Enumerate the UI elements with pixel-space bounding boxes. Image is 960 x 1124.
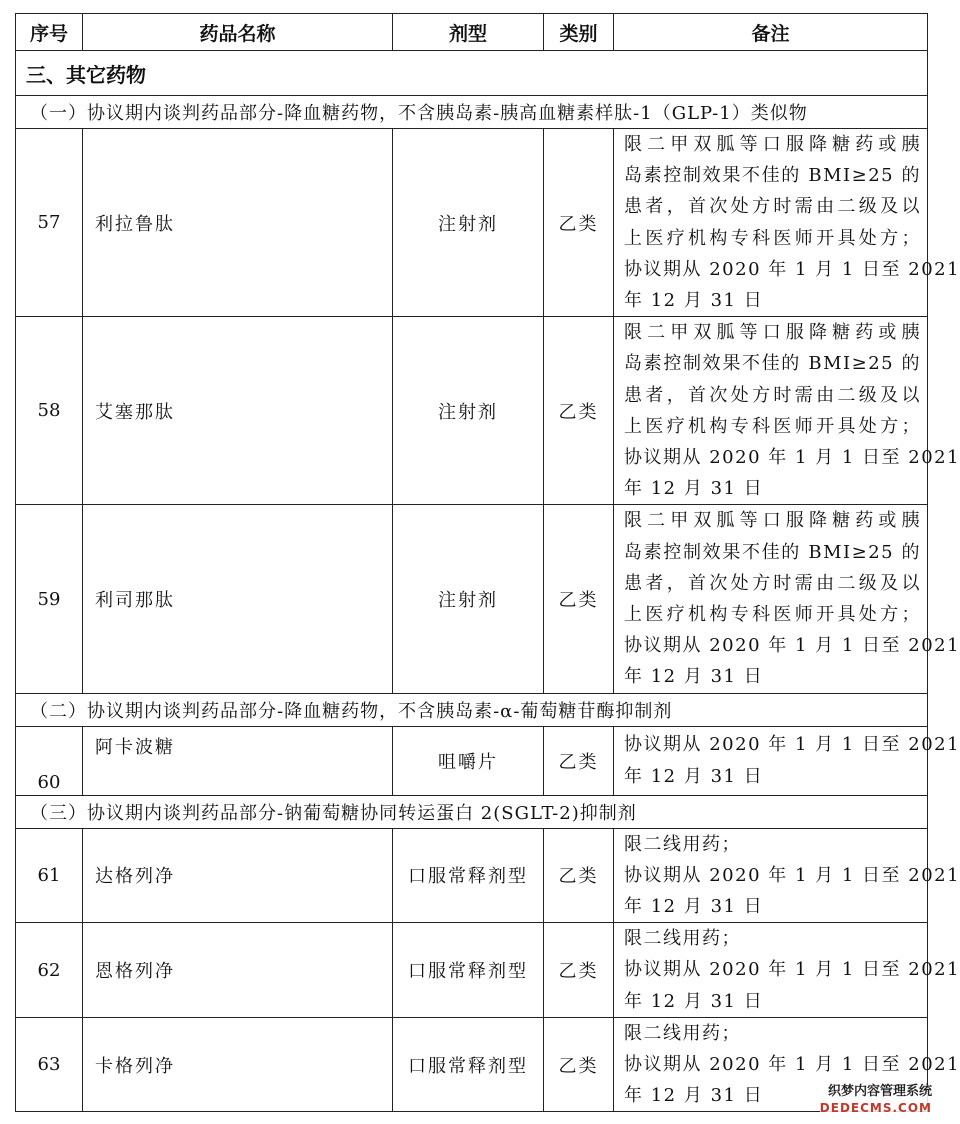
note-line: 岛素控制效果不佳的 BMI≥25 的 [624, 165, 921, 187]
note-line: 年 12 月 31 日 [624, 1085, 764, 1107]
row-dosage-form: 咀嚼片 [393, 726, 544, 795]
note-line: 限二甲双胍等口服降糖药或胰 [624, 134, 921, 155]
note-line: 限二线用药； [624, 928, 741, 950]
row-dosage-form: 注射剂 [393, 505, 544, 693]
group-heading-row [16, 693, 928, 726]
note-line: 年 12 月 31 日 [624, 478, 764, 500]
group-heading-row [16, 795, 928, 828]
row-no: 58 [16, 317, 83, 505]
note-line: 上医疗机构专科医师开具处方； [624, 415, 921, 437]
row-note [614, 828, 960, 923]
note-line: 年 12 月 31 日 [624, 896, 764, 918]
header-no: 序号 [16, 14, 83, 51]
group-heading: （二）协议期内谈判药品部分-降血糖药物，不含胰岛素-α-葡萄糖苷酶抑制剂 [16, 693, 928, 726]
row-note [614, 129, 960, 317]
group-heading: （一）协议期内谈判药品部分-降血糖药物，不含胰岛素-胰高血糖素样肽-1（GLP-1）类似物 [16, 96, 928, 129]
row-drug-name: 达格列净 [83, 828, 393, 923]
note-line: 上医疗机构专科医师开具处方； [624, 604, 921, 626]
row-no: 59 [16, 505, 83, 693]
note-line: 患者，首次处方时需由二级及以 [624, 196, 921, 218]
row-no: 57 [16, 129, 83, 317]
note-line: 限二甲双胍等口服降糖药或胰 [624, 510, 921, 532]
header-dosage-form: 剂型 [393, 14, 544, 51]
row-dosage-form: 口服常释剂型 [393, 828, 544, 923]
row-no: 63 [16, 1017, 83, 1112]
note-line: 协议期从 2020 年 1 月 1 日至 2021 [624, 635, 960, 657]
note-line: 年 12 月 31 日 [624, 990, 764, 1012]
note-line: 上医疗机构专科医师开具处方； [624, 227, 921, 249]
note-line: 年 12 月 31 日 [624, 765, 764, 787]
note-line: 限二线用药； [624, 833, 741, 855]
row-category: 乙类 [544, 1017, 614, 1112]
row-dosage-form: 注射剂 [393, 317, 544, 505]
table-row [16, 726, 928, 795]
header-category: 类别 [544, 14, 614, 51]
row-category: 乙类 [544, 828, 614, 923]
row-category: 乙类 [544, 505, 614, 693]
row-note [614, 505, 960, 693]
table-row [16, 317, 928, 505]
row-category: 乙类 [544, 923, 614, 1018]
row-category: 乙类 [544, 129, 614, 317]
note-line: 年 12 月 31 日 [624, 666, 764, 688]
row-drug-name: 阿卡波糖 [83, 726, 393, 795]
note-line: 年 12 月 31 日 [624, 290, 764, 312]
row-note [614, 726, 960, 795]
note-line: 协议期从 2020 年 1 月 1 日至 2021 [624, 258, 960, 280]
watermark-en-text: DEDECMS.COM [819, 1101, 932, 1115]
table-row [16, 923, 928, 1018]
group-heading: （三）协议期内谈判药品部分-钠葡萄糖协同转运蛋白 2(SGLT-2)抑制剂 [16, 795, 928, 828]
section-heading-row [16, 51, 928, 96]
note-line: 岛素控制效果不佳的 BMI≥25 的 [624, 541, 921, 563]
note-line: 岛素控制效果不佳的 BMI≥25 的 [624, 353, 921, 375]
row-no: 62 [16, 923, 83, 1018]
site-watermark [820, 1084, 932, 1116]
note-line: 协议期从 2020 年 1 月 1 日至 2021 [624, 959, 960, 981]
row-no: 60 [16, 726, 83, 795]
drug-list-table [15, 13, 960, 1112]
note-line: 协议期从 2020 年 1 月 1 日至 2021 [624, 447, 960, 469]
row-dosage-form: 口服常释剂型 [393, 1017, 544, 1112]
row-drug-name: 恩格列净 [83, 923, 393, 1018]
note-line: 协议期从 2020 年 1 月 1 日至 2021 [624, 1054, 960, 1076]
note-line: 限二线用药； [624, 1022, 741, 1044]
row-dosage-form: 口服常释剂型 [393, 923, 544, 1018]
table-row [16, 1017, 928, 1112]
note-line: 协议期从 2020 年 1 月 1 日至 2021 [624, 734, 960, 756]
row-drug-name: 利司那肽 [83, 505, 393, 693]
header-note: 备注 [614, 14, 928, 51]
row-drug-name: 利拉鲁肽 [83, 129, 393, 317]
table-row [16, 828, 928, 923]
section-heading: 三、其它药物 [16, 51, 928, 96]
note-line: 限二甲双胍等口服降糖药或胰 [624, 322, 921, 344]
group-heading-row [16, 96, 928, 129]
table-header-row [16, 14, 928, 51]
row-note [614, 923, 960, 1018]
row-category: 乙类 [544, 317, 614, 505]
table-row [16, 129, 928, 317]
note-line: 协议期从 2020 年 1 月 1 日至 2021 [624, 864, 960, 886]
row-no: 61 [16, 828, 83, 923]
row-drug-name: 卡格列净 [83, 1017, 393, 1112]
note-line: 患者，首次处方时需由二级及以 [624, 572, 921, 594]
row-dosage-form: 注射剂 [393, 129, 544, 317]
note-line: 患者，首次处方时需由二级及以 [624, 384, 921, 406]
row-note [614, 317, 960, 505]
row-drug-name: 艾塞那肽 [83, 317, 393, 505]
header-drug-name: 药品名称 [83, 14, 393, 51]
row-category: 乙类 [544, 726, 614, 795]
watermark-cn-text: 织梦内容管理系统 [820, 1084, 932, 1100]
table-row [16, 505, 928, 693]
